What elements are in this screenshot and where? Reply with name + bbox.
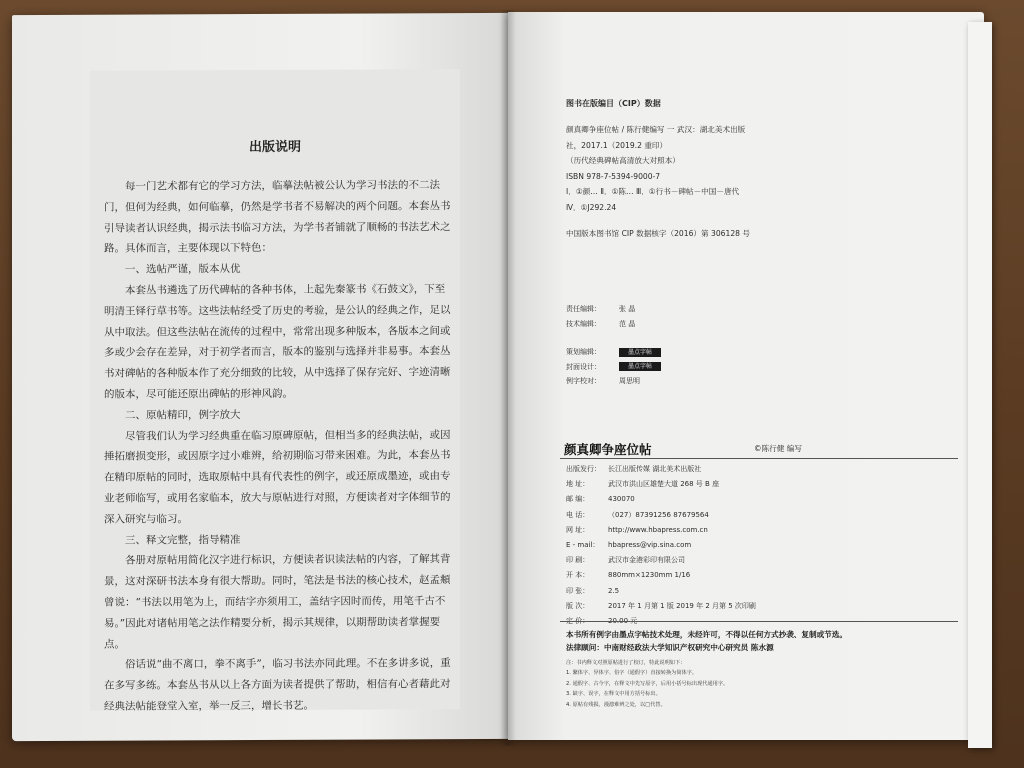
cip-line: Ⅳ．①J292.24 xyxy=(566,202,617,212)
right-page xyxy=(508,12,984,740)
publication-value: 武汉市金港彩印有限公司 xyxy=(608,556,685,565)
publication-label: 定 价： xyxy=(566,617,590,626)
cip-line: （历代经典碑帖高清放大对照本） xyxy=(566,156,680,166)
cip-number: 中国版本图书馆 CIP 数据核字（2016）第 306128 号 xyxy=(566,229,750,238)
fine-print-line: 注：书内释文对照原帖进行了校订，特此说明如下： xyxy=(566,660,686,666)
cip-line: ISBN 978-7-5394-9000-7 xyxy=(566,171,661,181)
paragraph: 本套丛书遴选了历代碑帖的各种书体，上起先秦篆书《石鼓文》，下至明清王铎行草书等。这些法帖经受了历史的考验，是公认的经典之作，足以从中取法。但这些法帖在流传的过程中，常常出现多种版本，各版本之间或多或少会存在差异，对于初学者而言，版本的鉴别与选择并非易事。本套丛书对碑帖的各种版本作了充分细致的比较，从中选择了保存完好、字迹清晰的版本，尽可能还原出碑帖的形神风韵。 xyxy=(104,283,451,401)
credit-label: 策划编辑： xyxy=(566,348,601,356)
publication-label: 印 刷： xyxy=(566,556,590,565)
credit-value: 范 晶 xyxy=(619,319,636,328)
publication-row xyxy=(566,599,756,614)
credit-row xyxy=(566,317,661,332)
section-heading: 一、选帖严谨，版本从优 xyxy=(125,263,241,276)
publication-label: E - mail： xyxy=(566,541,600,550)
divider xyxy=(560,621,958,622)
credit-row xyxy=(566,302,661,317)
page-edge xyxy=(968,22,992,748)
credit-row xyxy=(566,345,661,360)
left-page-text-block xyxy=(90,69,460,711)
paragraph: 每一门艺术都有它的学习方法，临摹法帖被公认为学习书法的不二法门，但何为经典，如何临摹，仍然是学书者不易解决的两个问题。本套丛书引导读者认识经典，揭示法书临习方法，为学书者铺就了顺畅的书法艺术之路。具体而言，主要体现以下特色： xyxy=(104,179,451,256)
publication-row xyxy=(566,477,756,492)
section-heading: 二、原帖精印，例字放大 xyxy=(125,408,241,422)
publication-label: 网 址： xyxy=(566,525,590,534)
editorial-notes xyxy=(566,658,956,710)
credit-label: 封面设计： xyxy=(566,362,601,371)
divider xyxy=(560,458,958,459)
fine-print-line: 1. 繁体字、异体字、俗字（通假字）直接转换为简体字。 xyxy=(566,670,698,677)
publication-row xyxy=(566,508,756,523)
section-heading: 三、释文完整，指导精准 xyxy=(125,533,241,547)
credit-label: 例字校对： xyxy=(566,377,601,385)
publisher-logo-stamp: 墨点字帖 xyxy=(619,348,661,357)
publication-row xyxy=(566,568,756,583)
credit-label: 技术编辑： xyxy=(566,319,601,328)
paragraph: 各册对原帖用简化汉字进行标识，方便读者识读法帖的内容，了解其背景，这对深研书法本身有很大帮助。同时，笔法是书法的核心技术，赵孟頫曾说：“书法以用笔为上，而结字亦须用工，盖结字因时而传，用笔千古不易。”因此对诸帖用笔之法作精要分析，揭示其规律，以期帮助读者掌握要点。 xyxy=(104,553,451,651)
publication-label: 版 次： xyxy=(566,601,590,610)
cip-heading: 图书在版编目（CIP）数据 xyxy=(566,99,661,108)
cip-record xyxy=(566,122,866,216)
publication-label: 地 址： xyxy=(566,480,590,489)
fine-print-line: 2. 通假字、古今字，在释文中先写原字，后用小括号标出现代通用字。 xyxy=(566,680,729,687)
editorial-credits xyxy=(566,302,661,389)
fine-print-line: 3. 缺字、误字，在释文中用方括号标出。 xyxy=(566,691,661,698)
cip-line: 颜真卿争座位帖 / 陈行健编写 一 武汉：湖北美术出版 xyxy=(566,125,746,134)
copyright-notice xyxy=(566,628,946,654)
publisher-logo-stamp: 墨点字帖 xyxy=(619,362,661,371)
preface-body xyxy=(104,175,452,717)
spacer xyxy=(566,331,661,345)
publication-value: hbapress@vip.sina.com xyxy=(608,541,692,550)
publication-value: 长江出版传媒 湖北美术出版社 xyxy=(608,465,702,473)
publication-label: 出版发行： xyxy=(566,465,601,473)
publication-label: 开 本： xyxy=(566,571,590,580)
publication-row xyxy=(566,523,756,538)
publication-value: （027）87391256 87679564 xyxy=(608,510,709,519)
publication-row xyxy=(566,584,756,599)
left-page xyxy=(12,13,508,741)
publication-row xyxy=(566,492,756,507)
book-author: ©陈行健 编写 xyxy=(754,444,802,453)
notice-line: 本书所有例字由墨点字帖技术处理，未经许可，不得以任何方式抄袭、复制或节选。 xyxy=(566,630,847,639)
credit-label: 责任编辑： xyxy=(566,305,601,313)
publication-value: http://www.hbapress.com.cn xyxy=(608,525,708,534)
credit-value: 张 晶 xyxy=(619,305,636,313)
publication-value: 880mm×1230mm 1/16 xyxy=(608,571,691,580)
book-title: 颜真卿争座位帖 xyxy=(564,442,652,457)
credit-value: 周思明 xyxy=(619,377,640,385)
publication-value: 2.5 xyxy=(608,586,620,595)
credit-row xyxy=(566,374,661,389)
publication-row xyxy=(566,462,756,477)
cip-line: 社，2017.1（2019.2 重印） xyxy=(566,140,668,150)
publication-label: 邮 编： xyxy=(566,495,590,504)
book-spine-shadow xyxy=(500,10,516,746)
publication-row xyxy=(566,538,756,553)
cip-line: Ⅰ．①颜… Ⅱ．①陈… Ⅲ．①行书－碑帖－中国－唐代 xyxy=(566,187,740,197)
page-title: 出版说明 xyxy=(248,139,301,156)
notice-line: 法律顾问：中南财经政法大学知识产权研究中心研究员 陈水源 xyxy=(566,643,774,652)
paragraph: 尽管我们认为学习经典重在临习原碑原帖，但相当多的经典法帖，或因捶拓磨损变形，或因原字过小难辨，给初期临习带来困难。为此，本套丛书在精印原帖的同时，选取原帖中具有代表性的例字，或还原成墨迹，或由专业老师临写，或用名家临本，放大与原帖进行对照，方便读者对字体细节的深入研究与临习。 xyxy=(104,428,451,526)
publication-value: 430070 xyxy=(608,495,635,504)
publication-info xyxy=(566,462,756,629)
publication-label: 印 张： xyxy=(566,586,590,595)
credit-row xyxy=(566,360,661,375)
publication-label: 电 话： xyxy=(566,510,590,519)
publication-value: 20.00 元 xyxy=(608,617,638,626)
publication-value: 武汉市洪山区雄楚大道 268 号 B 座 xyxy=(608,480,720,489)
fine-print-line: 4. 原帖有残损、漫漶难辨之处，以□代替。 xyxy=(566,701,666,708)
publication-value: 2017 年 1 月第 1 版 2019 年 2 月第 5 次印刷 xyxy=(608,601,756,610)
publication-row xyxy=(566,553,756,568)
paragraph: 俗话说“曲不离口，拳不离手”，临习书法亦同此理。不在多讲多说，重在多写多练。本套丛书从以上各方面为读者提供了帮助，相信有心者藉此对经典法帖能登堂入室，举一反三，增长书艺。 xyxy=(104,657,451,713)
